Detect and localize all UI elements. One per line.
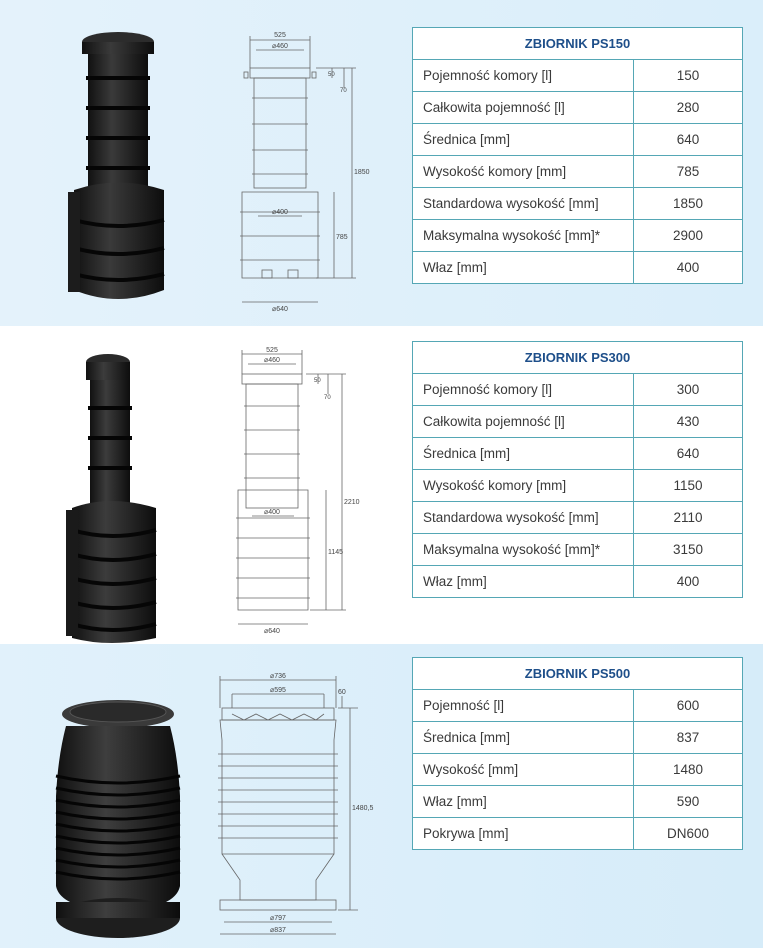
ps300-dim-lid: 50 <box>314 378 321 384</box>
tank-ps300-photo <box>60 348 170 638</box>
spec-value: 150 <box>634 60 743 92</box>
ps150-dim-base: ⌀640 <box>272 306 288 313</box>
spec-table-title: ZBIORNIK PS150 <box>413 28 743 60</box>
table-row <box>413 252 743 284</box>
spec-value: 640 <box>634 438 743 470</box>
spec-label: Maksymalna wysokość [mm]* <box>413 534 634 566</box>
ps300-dim-chamber: 1145 <box>328 549 344 556</box>
table-row <box>413 220 743 252</box>
table-row <box>413 786 743 818</box>
spec-label: Średnica [mm] <box>413 438 634 470</box>
ps500-dim-base: ⌀837 <box>270 927 286 934</box>
table-row <box>413 690 743 722</box>
ps500-dim-top-inner: ⌀595 <box>270 687 286 694</box>
spec-table-title: ZBIORNIK PS300 <box>413 342 743 374</box>
spec-value: DN600 <box>634 818 743 850</box>
spec-label: Maksymalna wysokość [mm]* <box>413 220 634 252</box>
spec-table-ps500 <box>412 657 743 850</box>
table-row <box>413 534 743 566</box>
spec-label: Całkowita pojemność [l] <box>413 406 634 438</box>
table-row <box>413 188 743 220</box>
spec-label: Standardowa wysokość [mm] <box>413 188 634 220</box>
spec-label: Wysokość komory [mm] <box>413 470 634 502</box>
ps150-dim-total: 1850 <box>354 169 370 176</box>
spec-label: Wysokość [mm] <box>413 754 634 786</box>
spec-table-title: ZBIORNIK PS500 <box>413 658 743 690</box>
spec-label: Właz [mm] <box>413 566 634 598</box>
table-row <box>413 470 743 502</box>
spec-label: Standardowa wysokość [mm] <box>413 502 634 534</box>
spec-label: Wysokość komory [mm] <box>413 156 634 188</box>
ps150-dim-lid2: 70 <box>340 88 347 94</box>
ps150-dim-top-inner: ⌀460 <box>272 43 288 50</box>
spec-value: 300 <box>634 374 743 406</box>
spec-value: 1850 <box>634 188 743 220</box>
spec-label: Właz [mm] <box>413 786 634 818</box>
tank-ps500-drawing <box>204 670 374 942</box>
spec-label: Właz [mm] <box>413 252 634 284</box>
spec-value: 785 <box>634 156 743 188</box>
spec-value: 2900 <box>634 220 743 252</box>
spec-value: 600 <box>634 690 743 722</box>
spec-label: Pojemność [l] <box>413 690 634 722</box>
spec-value: 430 <box>634 406 743 438</box>
spec-table-ps300 <box>412 341 743 598</box>
table-row <box>413 818 743 850</box>
ps500-dim-lid: 60 <box>338 689 346 696</box>
spec-value: 1480 <box>634 754 743 786</box>
spec-label: Średnica [mm] <box>413 722 634 754</box>
spec-label: Średnica [mm] <box>413 124 634 156</box>
spec-value: 640 <box>634 124 743 156</box>
ps300-dim-lid2: 70 <box>324 395 331 401</box>
spec-value: 280 <box>634 92 743 124</box>
spec-label: Pojemność komory [l] <box>413 60 634 92</box>
ps300-dim-base: ⌀640 <box>264 628 280 635</box>
ps500-dim-total: 1480,5 <box>352 805 374 812</box>
ps150-dim-top-outer: 525 <box>274 32 286 39</box>
spec-label: Pojemność komory [l] <box>413 374 634 406</box>
spec-value: 400 <box>634 566 743 598</box>
tank-ps500-photo <box>48 696 188 942</box>
ps300-dim-inner: ⌀400 <box>264 509 280 516</box>
ps500-dim-bottom-inner: ⌀797 <box>270 915 286 922</box>
table-row <box>413 60 743 92</box>
tank-ps150-drawing <box>222 24 370 314</box>
tank-ps150-photo <box>60 20 180 310</box>
spec-value: 1150 <box>634 470 743 502</box>
table-row <box>413 156 743 188</box>
tank-ps300-drawing <box>222 344 362 634</box>
ps150-dim-chamber: 785 <box>336 234 348 241</box>
ps500-dim-top-outer: ⌀736 <box>270 673 286 680</box>
ps150-dim-inner: ⌀400 <box>272 209 288 216</box>
table-row <box>413 406 743 438</box>
spec-label: Pokrywa [mm] <box>413 818 634 850</box>
spec-value: 590 <box>634 786 743 818</box>
table-row <box>413 722 743 754</box>
table-row <box>413 566 743 598</box>
ps300-dim-total: 2210 <box>344 499 360 506</box>
table-row <box>413 438 743 470</box>
table-row <box>413 754 743 786</box>
table-row <box>413 374 743 406</box>
ps300-dim-top-outer: 525 <box>266 347 278 354</box>
spec-value: 2110 <box>634 502 743 534</box>
spec-value: 837 <box>634 722 743 754</box>
table-row <box>413 124 743 156</box>
spec-table-ps150 <box>412 27 743 284</box>
spec-value: 400 <box>634 252 743 284</box>
ps300-dim-top-inner: ⌀460 <box>264 357 280 364</box>
table-row <box>413 502 743 534</box>
spec-label: Całkowita pojemność [l] <box>413 92 634 124</box>
ps150-dim-lid: 50 <box>328 72 335 78</box>
spec-value: 3150 <box>634 534 743 566</box>
table-row <box>413 92 743 124</box>
